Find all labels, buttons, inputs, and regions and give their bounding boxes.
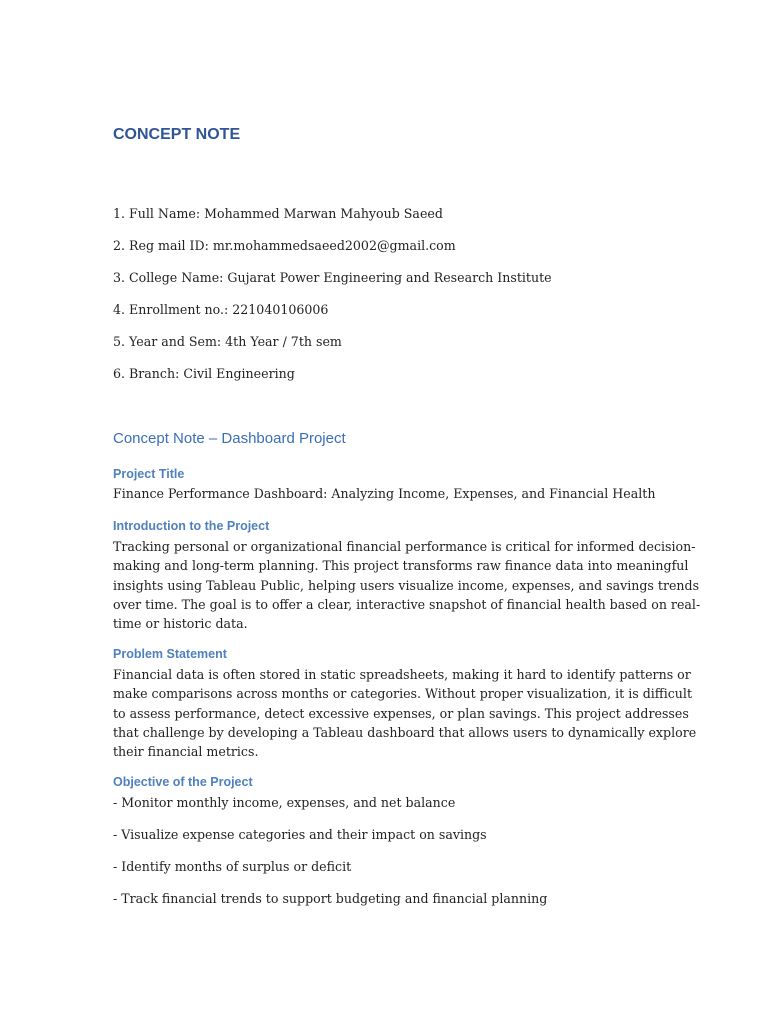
problem-line: their financial metrics.: [113, 744, 259, 760]
problem-line: make comparisons across months or categories. Without proper visualization, it is difficult: [113, 686, 693, 702]
problem-paragraph: [113, 665, 697, 761]
introduction-heading: Introduction to the Project: [113, 519, 270, 533]
introduction-line: Tracking personal or organizational financial performance is critical for informed decision-: [113, 539, 696, 554]
field-branch: 6. Branch: Civil Engineering: [113, 366, 295, 381]
problem-heading: Problem Statement: [113, 647, 227, 661]
objective-item: - Monitor monthly income, expenses, and net balance: [113, 795, 456, 810]
project-title-heading: Project Title: [113, 467, 185, 481]
objective-item: - Track financial trends to support budgeting and financial planning: [113, 891, 548, 906]
field-enrollment: 4. Enrollment no.: 221040106006: [113, 302, 329, 317]
introduction-line: over time. The goal is to offer a clear, interactive snapshot of financial health based on real-: [113, 596, 701, 612]
project-title-text: Finance Performance Dashboard: Analyzing Income, Expenses, and Financial Health: [113, 486, 656, 501]
introduction-line: insights using Tableau Public, helping users visualize income, expenses, and savings trends: [113, 577, 700, 593]
field-college-name: 3. College Name: Gujarat Power Engineering and Research Institute: [113, 270, 552, 285]
objective-item: - Identify months of surplus or deficit: [113, 859, 352, 874]
problem-line: to assess performance, detect excessive expenses, or plan savings. This project addresses: [113, 705, 689, 721]
field-year-sem: 5. Year and Sem: 4th Year / 7th sem: [113, 334, 342, 349]
problem-line: Financial data is often stored in static spreadsheets, making it hard to identify patterns or: [113, 667, 691, 682]
document-title: CONCEPT NOTE: [113, 126, 241, 143]
introduction-paragraph: [113, 537, 701, 633]
problem-line: that challenge by developing a Tableau dashboard that allows users to dynamically explore: [113, 724, 697, 740]
objective-item: - Visualize expense categories and their impact on savings: [113, 827, 487, 842]
objective-heading: Objective of the Project: [113, 775, 253, 789]
field-reg-mail: 2. Reg mail ID: mr.mohammedsaeed2002@gmail.com: [113, 238, 456, 253]
field-full-name: 1. Full Name: Mohammed Marwan Mahyoub Saeed: [113, 206, 443, 221]
introduction-line: making and long-term planning. This project transforms raw finance data into meaningful: [113, 558, 689, 574]
section-heading: Concept Note – Dashboard Project: [113, 430, 346, 447]
introduction-line: time or historic data.: [113, 616, 248, 632]
